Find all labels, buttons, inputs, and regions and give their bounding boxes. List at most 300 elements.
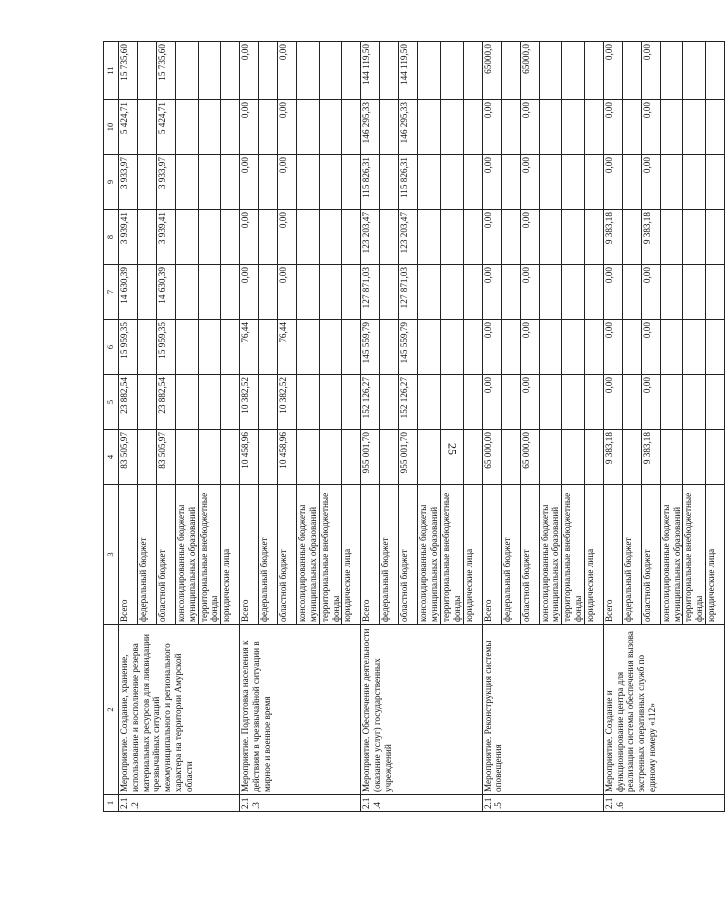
amount-cell: 146 295,33 [361, 100, 380, 155]
amount-cell [198, 155, 221, 210]
amount-cell [380, 430, 399, 485]
amount-cell: 76,44 [278, 320, 297, 375]
amount-cell: 0,00 [603, 320, 622, 375]
amount-cell: 144 119,50 [361, 42, 380, 100]
amount-cell: 0,00 [641, 42, 660, 100]
amount-cell [660, 155, 683, 210]
funding-source: территориальные внебюджетные фонды [440, 485, 463, 625]
amount-cell [584, 155, 603, 210]
amount-cell [418, 42, 441, 100]
amount-cell [176, 100, 199, 155]
amount-cell: 10 382,52 [240, 375, 259, 430]
amount-cell [259, 42, 278, 100]
header-row [104, 42, 119, 812]
funding-source: юридические лица [705, 485, 724, 625]
amount-cell [683, 155, 706, 210]
funding-source: областной бюджет [157, 485, 176, 625]
funding-source: федеральный бюджет [380, 485, 399, 625]
amount-cell: 0,00 [278, 210, 297, 265]
amount-cell: 0,00 [603, 375, 622, 430]
amount-cell [705, 320, 724, 375]
amount-cell [221, 430, 240, 485]
amount-cell: 0,00 [520, 210, 539, 265]
amount-cell [319, 100, 342, 155]
amount-cell [198, 265, 221, 320]
amount-cell: 15 735,60 [157, 42, 176, 100]
amount-cell [342, 42, 361, 100]
funding-source: федеральный бюджет [501, 485, 520, 625]
amount-cell: 0,00 [641, 155, 660, 210]
amount-cell [198, 320, 221, 375]
amount-cell [176, 265, 199, 320]
amount-cell: 0,00 [641, 375, 660, 430]
amount-cell: 0,00 [482, 155, 501, 210]
amount-cell: 9 383,18 [603, 210, 622, 265]
amount-cell: 3 939,41 [157, 210, 176, 265]
amount-cell: 152 126,27 [361, 375, 380, 430]
amount-cell [440, 155, 463, 210]
amount-cell [319, 375, 342, 430]
amount-cell [418, 100, 441, 155]
amount-cell [501, 155, 520, 210]
amount-cell [380, 265, 399, 320]
amount-cell [319, 265, 342, 320]
amount-cell: 83 505,97 [157, 430, 176, 485]
amount-cell [683, 265, 706, 320]
amount-cell: 0,00 [520, 375, 539, 430]
amount-cell [380, 155, 399, 210]
amount-cell [418, 320, 441, 375]
amount-cell [297, 210, 320, 265]
amount-cell [660, 320, 683, 375]
amount-cell [501, 42, 520, 100]
amount-cell [539, 42, 562, 100]
amount-cell: 0,00 [278, 265, 297, 320]
amount-cell [342, 210, 361, 265]
amount-cell [705, 42, 724, 100]
amount-cell [221, 320, 240, 375]
amount-cell: 0,00 [278, 155, 297, 210]
amount-cell [501, 320, 520, 375]
amount-cell: 955 001,70 [399, 430, 418, 485]
amount-cell [440, 265, 463, 320]
amount-cell [463, 42, 482, 100]
amount-cell [138, 155, 157, 210]
activity-name: Мероприятие. Подготовка населения к действиям в чрезвычайной ситуации в мирное и военное время [240, 625, 361, 795]
amount-cell [176, 42, 199, 100]
amount-cell [539, 100, 562, 155]
amount-cell [176, 375, 199, 430]
amount-cell: 0,00 [482, 265, 501, 320]
amount-cell: 23 882,54 [119, 375, 138, 430]
amount-cell [584, 210, 603, 265]
amount-cell [259, 320, 278, 375]
amount-cell: 14 630,39 [157, 265, 176, 320]
amount-cell [683, 100, 706, 155]
amount-cell [221, 210, 240, 265]
amount-cell: 123 203,47 [399, 210, 418, 265]
amount-cell [562, 320, 585, 375]
amount-cell [221, 42, 240, 100]
amount-cell [198, 210, 221, 265]
funding-source: областной бюджет [520, 485, 539, 625]
table-row [119, 42, 138, 812]
amount-cell [562, 155, 585, 210]
amount-cell: 0,00 [641, 100, 660, 155]
amount-cell [562, 210, 585, 265]
amount-cell: 0,00 [482, 210, 501, 265]
amount-cell [380, 42, 399, 100]
funding-source: федеральный бюджет [622, 485, 641, 625]
amount-cell: 146 295,33 [399, 100, 418, 155]
amount-cell [683, 430, 706, 485]
amount-cell [622, 430, 641, 485]
amount-cell: 0,00 [603, 155, 622, 210]
amount-cell: 83 505,97 [119, 430, 138, 485]
amount-cell [683, 375, 706, 430]
amount-cell [562, 375, 585, 430]
amount-cell [221, 100, 240, 155]
activity-code: 2.1.5 [482, 795, 603, 812]
amount-cell [259, 265, 278, 320]
amount-cell [622, 42, 641, 100]
amount-cell [539, 265, 562, 320]
amount-cell [660, 265, 683, 320]
amount-cell [660, 210, 683, 265]
amount-cell [501, 210, 520, 265]
page-number: 25 [445, 443, 460, 455]
amount-cell: 5 424,71 [119, 100, 138, 155]
amount-cell [622, 320, 641, 375]
amount-cell [259, 430, 278, 485]
column-header: 7 [104, 265, 119, 320]
amount-cell [297, 375, 320, 430]
amount-cell: 0,00 [520, 265, 539, 320]
amount-cell [319, 155, 342, 210]
amount-cell [660, 42, 683, 100]
amount-cell: 76,44 [240, 320, 259, 375]
amount-cell: 0,00 [278, 42, 297, 100]
amount-cell [297, 430, 320, 485]
amount-cell [259, 210, 278, 265]
amount-cell [418, 430, 441, 485]
amount-cell [622, 155, 641, 210]
amount-cell: 0,00 [603, 265, 622, 320]
activity-code: 2.1.6 [603, 795, 724, 812]
amount-cell [297, 320, 320, 375]
funding-source: консолидированные бюджеты муниципальных образований [539, 485, 562, 625]
amount-cell [138, 100, 157, 155]
amount-cell [138, 375, 157, 430]
amount-cell [176, 210, 199, 265]
amount-cell [622, 265, 641, 320]
funding-source: юридические лица [584, 485, 603, 625]
amount-cell [539, 210, 562, 265]
amount-cell: 0,00 [240, 210, 259, 265]
column-header: 8 [104, 210, 119, 265]
amount-cell: 0,00 [240, 265, 259, 320]
amount-cell [342, 320, 361, 375]
amount-cell [176, 430, 199, 485]
amount-cell: 65000,0 [482, 42, 501, 100]
column-header: 1 [104, 795, 119, 812]
amount-cell: 9 383,18 [641, 210, 660, 265]
funding-source: территориальные внебюджетные фонды [683, 485, 706, 625]
amount-cell: 3 939,41 [119, 210, 138, 265]
column-header: 2 [104, 625, 119, 795]
funding-source: областной бюджет [399, 485, 418, 625]
amount-cell [418, 210, 441, 265]
amount-cell: 0,00 [482, 320, 501, 375]
amount-cell [440, 430, 463, 485]
amount-cell: 9 383,18 [603, 430, 622, 485]
amount-cell [463, 155, 482, 210]
amount-cell [705, 210, 724, 265]
amount-cell: 144 119,50 [399, 42, 418, 100]
amount-cell [501, 100, 520, 155]
amount-cell [584, 265, 603, 320]
funding-source: юридические лица [221, 485, 240, 625]
funding-source: Всего [119, 485, 138, 625]
amount-cell: 0,00 [240, 42, 259, 100]
amount-cell: 0,00 [278, 100, 297, 155]
amount-cell: 10 382,52 [278, 375, 297, 430]
column-header: 11 [104, 42, 119, 100]
amount-cell [622, 100, 641, 155]
amount-cell [380, 210, 399, 265]
funding-source: Всего [603, 485, 622, 625]
amount-cell: 15 959,35 [119, 320, 138, 375]
amount-cell [297, 265, 320, 320]
amount-cell [660, 100, 683, 155]
amount-cell [562, 100, 585, 155]
amount-cell [342, 100, 361, 155]
funding-source: федеральный бюджет [138, 485, 157, 625]
amount-cell [683, 210, 706, 265]
amount-cell [584, 100, 603, 155]
amount-cell [221, 375, 240, 430]
activity-name: Мероприятие. Создание и функционирование центра для реализации системы обеспечения вызова экстренных оперативных служб по единому номеру «112» [603, 625, 724, 795]
amount-cell [342, 375, 361, 430]
column-header: 4 [104, 430, 119, 485]
amount-cell: 0,00 [482, 375, 501, 430]
amount-cell [380, 100, 399, 155]
amount-cell [584, 320, 603, 375]
amount-cell [660, 375, 683, 430]
funding-source: территориальные внебюджетные фонды [198, 485, 221, 625]
amount-cell [705, 100, 724, 155]
amount-cell [440, 375, 463, 430]
amount-cell [418, 155, 441, 210]
amount-cell: 65 000,00 [520, 430, 539, 485]
amount-cell [539, 430, 562, 485]
funding-source: Всего [482, 485, 501, 625]
activity-name: Мероприятие. Реконструкция системы оповещения [482, 625, 603, 795]
amount-cell [440, 100, 463, 155]
amount-cell [705, 430, 724, 485]
amount-cell: 23 882,54 [157, 375, 176, 430]
amount-cell [562, 265, 585, 320]
amount-cell: 123 203,47 [361, 210, 380, 265]
table-row [603, 42, 622, 812]
amount-cell: 0,00 [641, 265, 660, 320]
amount-cell [319, 430, 342, 485]
amount-cell: 15 735,60 [119, 42, 138, 100]
rotated-table-container [103, 42, 716, 812]
amount-cell [440, 42, 463, 100]
amount-cell [501, 430, 520, 485]
amount-cell [562, 42, 585, 100]
amount-cell [259, 375, 278, 430]
amount-cell: 65000,0 [520, 42, 539, 100]
amount-cell [221, 265, 240, 320]
funding-source: юридические лица [342, 485, 361, 625]
amount-cell [584, 42, 603, 100]
amount-cell [705, 265, 724, 320]
amount-cell [297, 155, 320, 210]
amount-cell: 152 126,27 [399, 375, 418, 430]
amount-cell: 0,00 [520, 100, 539, 155]
funding-source: консолидированные бюджеты муниципальных образований [418, 485, 441, 625]
amount-cell [198, 100, 221, 155]
amount-cell [440, 320, 463, 375]
amount-cell [319, 320, 342, 375]
funding-table [103, 41, 725, 812]
amount-cell: 115 826,31 [361, 155, 380, 210]
amount-cell: 0,00 [240, 100, 259, 155]
amount-cell [440, 210, 463, 265]
activity-code: 2.1.4 [361, 795, 482, 812]
amount-cell [198, 375, 221, 430]
funding-source: территориальные внебюджетные фонды [319, 485, 342, 625]
amount-cell: 115 826,31 [399, 155, 418, 210]
amount-cell [705, 375, 724, 430]
activity-name: Мероприятие. Обеспечение деятельности (оказание услуг) государственных учреждений [361, 625, 482, 795]
amount-cell [584, 375, 603, 430]
amount-cell [562, 430, 585, 485]
amount-cell [463, 375, 482, 430]
amount-cell [259, 100, 278, 155]
amount-cell [198, 42, 221, 100]
amount-cell [259, 155, 278, 210]
amount-cell [622, 210, 641, 265]
column-header: 6 [104, 320, 119, 375]
amount-cell [176, 320, 199, 375]
amount-cell: 14 630,39 [119, 265, 138, 320]
amount-cell [463, 430, 482, 485]
amount-cell: 0,00 [240, 155, 259, 210]
amount-cell: 145 559,79 [399, 320, 418, 375]
amount-cell: 145 559,79 [361, 320, 380, 375]
amount-cell [138, 210, 157, 265]
funding-source: областной бюджет [641, 485, 660, 625]
amount-cell [418, 265, 441, 320]
amount-cell [539, 320, 562, 375]
amount-cell [297, 42, 320, 100]
amount-cell [418, 375, 441, 430]
amount-cell [138, 265, 157, 320]
amount-cell [539, 375, 562, 430]
amount-cell: 955 001,70 [361, 430, 380, 485]
funding-source: юридические лица [463, 485, 482, 625]
amount-cell [683, 42, 706, 100]
funding-source: Всего [240, 485, 259, 625]
amount-cell [342, 155, 361, 210]
amount-cell: 10 458,96 [278, 430, 297, 485]
amount-cell: 0,00 [520, 155, 539, 210]
amount-cell: 127 871,03 [361, 265, 380, 320]
amount-cell: 0,00 [482, 100, 501, 155]
amount-cell: 9 383,18 [641, 430, 660, 485]
amount-cell [138, 430, 157, 485]
amount-cell: 10 458,96 [240, 430, 259, 485]
amount-cell: 3 933,97 [157, 155, 176, 210]
column-header: 9 [104, 155, 119, 210]
amount-cell: 0,00 [520, 320, 539, 375]
amount-cell [380, 375, 399, 430]
amount-cell [539, 155, 562, 210]
amount-cell: 5 424,71 [157, 100, 176, 155]
amount-cell [138, 320, 157, 375]
column-header: 3 [104, 485, 119, 625]
amount-cell: 65 000,00 [482, 430, 501, 485]
column-header: 5 [104, 375, 119, 430]
amount-cell [683, 320, 706, 375]
amount-cell: 0,00 [603, 42, 622, 100]
amount-cell [198, 430, 221, 485]
amount-cell [501, 265, 520, 320]
amount-cell: 15 959,35 [157, 320, 176, 375]
amount-cell [297, 100, 320, 155]
amount-cell [463, 320, 482, 375]
amount-cell [319, 210, 342, 265]
amount-cell [221, 155, 240, 210]
funding-source: консолидированные бюджеты муниципальных образований [297, 485, 320, 625]
table-row [361, 42, 380, 812]
amount-cell [138, 42, 157, 100]
funding-source: консолидированные бюджеты муниципальных образований [660, 485, 683, 625]
amount-cell [319, 42, 342, 100]
funding-source: областной бюджет [278, 485, 297, 625]
activity-name: Мероприятие. Создание, хранение, использование и восполнение резерва материальных ресурсов для ликвидации чрезвычайных ситуаций межмуниципального и регионального характера на территории Амурской области [119, 625, 240, 795]
amount-cell [660, 430, 683, 485]
amount-cell: 127 871,03 [399, 265, 418, 320]
activity-code: 2.1.3 [240, 795, 361, 812]
amount-cell [342, 430, 361, 485]
column-header: 10 [104, 100, 119, 155]
amount-cell [463, 210, 482, 265]
amount-cell [463, 100, 482, 155]
funding-source: федеральный бюджет [259, 485, 278, 625]
amount-cell: 3 933,97 [119, 155, 138, 210]
funding-source: консолидированные бюджеты муниципальных образований [176, 485, 199, 625]
amount-cell: 0,00 [641, 320, 660, 375]
amount-cell: 0,00 [603, 100, 622, 155]
table-row [482, 42, 501, 812]
amount-cell [705, 155, 724, 210]
funding-source: территориальные внебюджетные фонды [562, 485, 585, 625]
amount-cell [342, 265, 361, 320]
amount-cell [622, 375, 641, 430]
amount-cell [501, 375, 520, 430]
activity-code: 2.1.2 [119, 795, 240, 812]
table-row [240, 42, 259, 812]
amount-cell [176, 155, 199, 210]
funding-source: Всего [361, 485, 380, 625]
amount-cell [463, 265, 482, 320]
amount-cell [584, 430, 603, 485]
amount-cell [380, 320, 399, 375]
